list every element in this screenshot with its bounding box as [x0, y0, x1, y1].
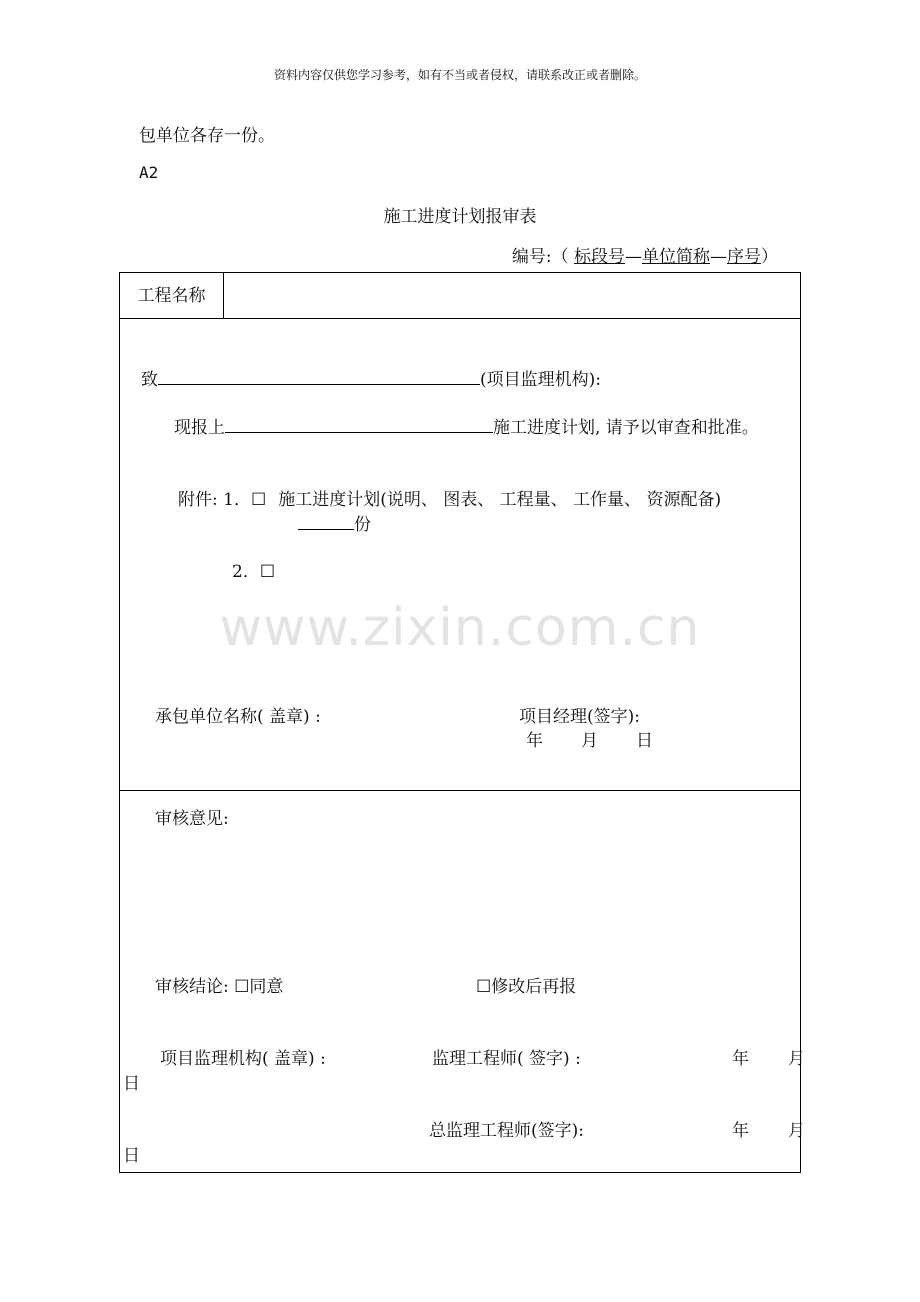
- conclusion-label: 审核结论:: [155, 977, 229, 997]
- page-title: 施工进度计划报审表: [383, 207, 537, 227]
- serial-number: [512, 242, 778, 267]
- serial-suffix: ）: [761, 247, 778, 267]
- copies-blank[interactable]: [298, 512, 354, 530]
- supervision-org-blank[interactable]: [158, 367, 480, 385]
- attachment-1-checkbox[interactable]: ☐: [250, 490, 267, 510]
- report-suffix: 施工进度计划, 请予以审查和批准。: [493, 418, 759, 438]
- attachment-2-checkbox[interactable]: ☐: [259, 562, 276, 582]
- pm-date: [526, 726, 653, 751]
- attachment-2-number: 2．: [232, 562, 260, 582]
- report-line: [174, 413, 759, 438]
- agree-checkbox[interactable]: ☐: [234, 977, 250, 997]
- header-notice: 资料内容仅供您学习参考，如有不当或者侵权，请联系改正或者删除。: [273, 68, 646, 82]
- addressee-line: [141, 365, 601, 390]
- supervisor-date-year: 年: [732, 1049, 749, 1069]
- project-name-row: [120, 273, 800, 319]
- serial-dash-2: —: [710, 247, 727, 267]
- section-divider: [120, 790, 800, 791]
- contractor-label: 承包单位名称( 盖章) :: [155, 707, 321, 727]
- supervision-org-seal-label: 项目监理机构( 盖章) :: [160, 1049, 326, 1069]
- revise-checkbox[interactable]: ☐: [476, 977, 492, 997]
- supervisor-date-month: 月: [788, 1049, 805, 1069]
- review-opinion-label: 审核意见:: [155, 809, 229, 829]
- chief-date-month: 月: [788, 1121, 805, 1141]
- chief-supervisor-signature-label: 总监理工程师(签字):: [429, 1121, 584, 1141]
- attachment-1-text: 施工进度计划(说明、 图表、 工程量、 工作量、 资源配备): [278, 490, 722, 510]
- copies-unit: 份: [354, 515, 371, 535]
- revise-option-label: 修改后再报: [491, 977, 577, 997]
- attachment-1: [178, 485, 721, 510]
- serial-dash-1: —: [625, 247, 642, 267]
- project-name-label: 工程名称: [120, 273, 224, 318]
- serial-unit: 单位简称: [642, 247, 710, 267]
- chief-date-day: 日: [123, 1146, 140, 1166]
- attachments-label: 附件: 1．: [178, 490, 251, 510]
- approval-form-table: [119, 272, 805, 1173]
- serial-prefix: 编号:（: [511, 247, 569, 267]
- attachment-1-copies: [298, 510, 371, 535]
- report-prefix: 现报上: [174, 418, 225, 438]
- supervisor-signature-label: 监理工程师( 签字) :: [432, 1049, 581, 1069]
- pm-date-day: 日: [636, 731, 653, 751]
- revise-option: [476, 972, 576, 997]
- attachment-2: [232, 557, 275, 582]
- form-code: A2: [139, 163, 159, 182]
- pm-signature-label: 项目经理(签字):: [519, 707, 640, 727]
- to-prefix: 致: [141, 370, 158, 390]
- project-name-field[interactable]: [224, 273, 800, 318]
- pm-date-month: 月: [581, 731, 598, 751]
- serial-seq: 序号: [727, 247, 761, 267]
- serial-segment: 标段号: [574, 247, 625, 267]
- pm-date-year: 年: [526, 731, 543, 751]
- agree-option-label: 同意: [249, 977, 284, 997]
- watermark: www.zixin.com.cn: [219, 598, 701, 658]
- plan-name-blank[interactable]: [225, 415, 493, 433]
- to-suffix: (项目监理机构):: [480, 370, 601, 390]
- supervisor-date-day: 日: [123, 1074, 140, 1094]
- chief-date-year: 年: [732, 1121, 749, 1141]
- continuation-text: 包单位各存一份。: [139, 126, 275, 146]
- conclusion-row: [155, 972, 283, 997]
